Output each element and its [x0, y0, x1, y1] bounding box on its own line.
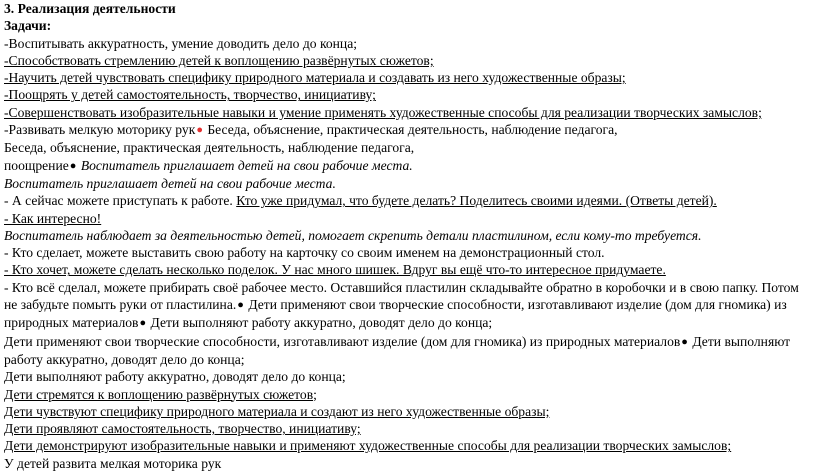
dialog-line — [4, 192, 812, 209]
dialog-line: - Кто хочет, можете сделать несколько поделок. У нас много шишек. Вдруг вы ещё что-то интересное придумаете. — [4, 262, 666, 278]
result-paragraph — [4, 333, 812, 369]
invite-text: Воспитатель приглашает детей на свои рабочие места. — [80, 157, 413, 173]
methods-line: Беседа, объяснение, практическая деятельность, наблюдение педагога, — [4, 140, 415, 156]
dialog-text: - Кто всё сделал, можете прибирать своё рабочее место. Оставшийся пластилин складывайте обратно в коробочки и в свою папку. Потом не забудьте помыть руки от пластилина. — [4, 279, 799, 313]
task-item: -Способствовать стремлению детей к воплощению развёрнутых сюжетов; — [4, 52, 434, 68]
result-text: Дети применяют свои творческие способности, изготавливают изделие (дом для гномика) из природных материалов — [4, 297, 787, 331]
invite-line: Воспитатель приглашает детей на свои рабочие места. — [4, 175, 336, 191]
motor-skills-text: -Развивать мелкую моторику рук — [4, 122, 196, 138]
task-item: -Поощрять у детей самостоятельность, творчество, инициативу; — [4, 87, 376, 103]
task-item: -Совершенствовать изобразительные навыки и умение применять художественные способы для реализации творческих замыслов; — [4, 104, 762, 120]
bullet-icon: ● — [139, 317, 147, 330]
result-line: Дети выполняют работу аккуратно, доводят дело до конца; — [4, 369, 346, 385]
task-item: -Научить детей чувствовать специфику природного материала и создавать из него художественные образы; — [4, 70, 626, 86]
dialog-paragraph — [4, 279, 812, 333]
result-text: Дети выполняют работу аккуратно, доводят дело до конца; — [150, 315, 493, 331]
result-text: Дети выполняют работу аккуратно, доводят дело до конца; — [4, 333, 791, 367]
result-line: Дети проявляют самостоятельность, творчество, инициативу; — [4, 421, 361, 437]
result-text: Дети применяют свои творческие способности, изготавливают изделие (дом для гномика) из природных материалов — [4, 333, 681, 349]
tasks-label: Задачи: — [4, 18, 52, 34]
bullet-icon: ● — [237, 299, 244, 312]
observe-line: Воспитатель наблюдает за деятельностью детей, помогает скрепить детали пластилином, если кому-то требуется. — [4, 227, 702, 243]
methods-text: Беседа, объяснение, практическая деятельность, наблюдение педагога, — [207, 122, 618, 138]
bullet-icon: ● — [69, 159, 77, 172]
section-title: 3. Реализация деятельности — [4, 1, 176, 16]
encouragement-word: поощрение — [4, 157, 69, 173]
task-item: -Воспитывать аккуратность, умение доводить дело до конца; — [4, 35, 358, 51]
dialog-line: - Как интересно! — [4, 210, 102, 226]
result-line: Дети стремятся к воплощению развёрнутых сюжетов; — [4, 386, 317, 402]
motor-skills-line — [4, 121, 812, 139]
result-line: Дети чувствуют специфику природного материала и создают из него художественные образы; — [4, 403, 550, 419]
encouragement-line — [4, 157, 812, 175]
result-line: Дети демонстрируют изобразительные навыки и применяют художественные способы для реализации творческих замыслов; — [4, 438, 732, 454]
dialog-line: - Кто сделает, можете выставить свою работу на карточку со своим именем на демонстрационный стол. — [4, 245, 605, 261]
dialog-text: - А сейчас можете приступать к работе. — [4, 193, 237, 209]
red-bullet-icon: ● — [196, 124, 203, 137]
last-line: У детей развита мелкая моторика рук — [4, 455, 222, 471]
dialog-question: Кто уже придумал, что будете делать? Поделитесь своими идеями. (Ответы детей). — [236, 193, 717, 209]
bullet-icon: ● — [681, 335, 688, 348]
